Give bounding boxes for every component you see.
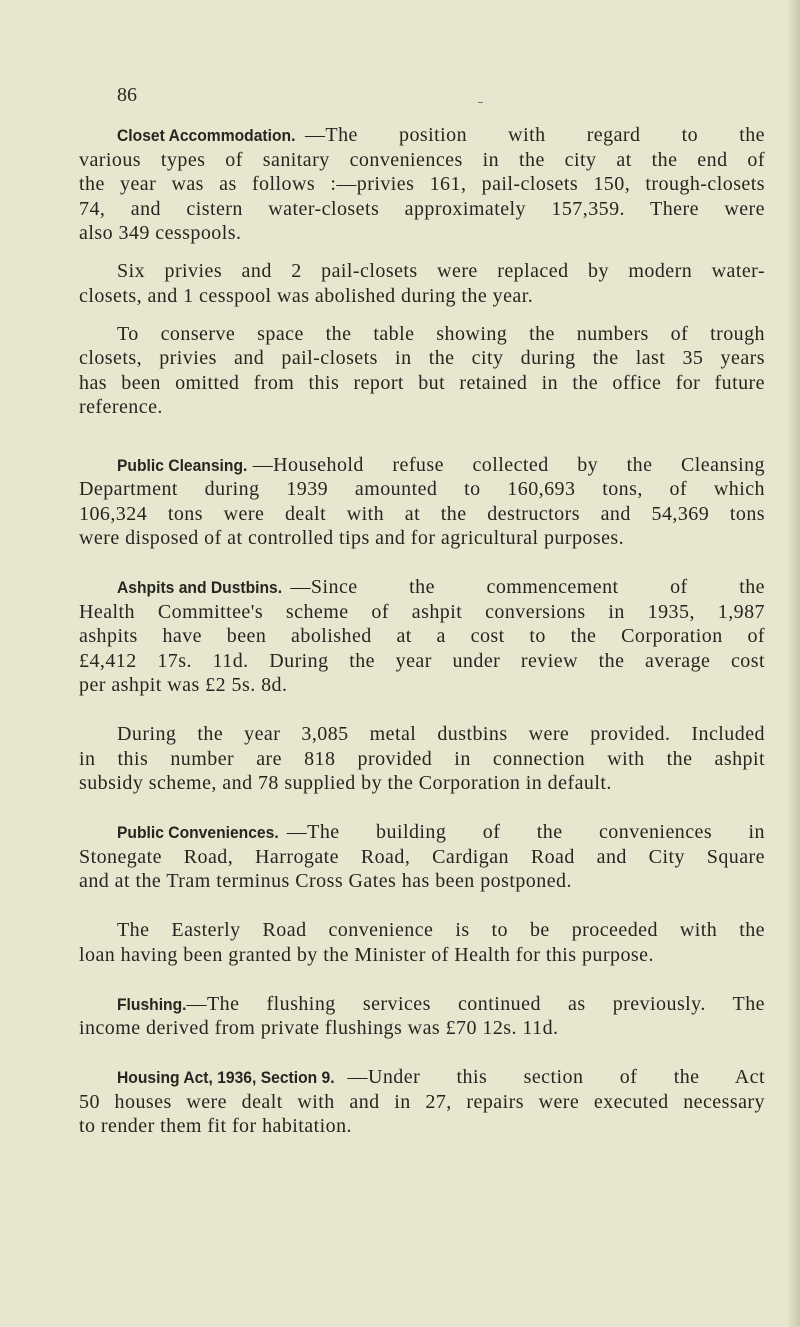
text-line [79, 371, 765, 396]
paragraph [79, 259, 765, 308]
line-text: Stonegate Road, Harrogate Road, Cardigan Road and City Square [79, 845, 765, 868]
section-heading: Closet Accommodation. [117, 126, 296, 145]
line-text: per ashpit was £2 5s. 8d. [79, 674, 288, 696]
text-line [79, 918, 765, 943]
paragraph [79, 918, 765, 967]
text-line [79, 123, 765, 148]
line-text: also 349 cesspools. [79, 222, 242, 244]
line-text: During the year 3,085 metal dustbins were provided. Included [117, 723, 765, 745]
line-text: —The building of the conveniences in [286, 821, 765, 843]
text-line [79, 600, 765, 625]
text-line [79, 1090, 765, 1115]
line-text: loan having been granted by the Minister of Health for this purpose. [79, 943, 654, 966]
line-text: and at the Tram terminus Cross Gates has been postponed. [79, 870, 572, 892]
line-text: 106,324 tons were dealt with at the destructors and 54,369 tons [79, 502, 765, 525]
line-text: Department during 1939 amounted to 160,693 tons, of which [79, 478, 765, 500]
text-line [79, 221, 765, 246]
section-heading: Ashpits and Dustbins. [117, 578, 283, 597]
line-text: reference. [79, 396, 163, 418]
document-body [79, 123, 765, 1139]
text-line [79, 284, 765, 309]
line-text: To conserve space the table showing the numbers of trough [117, 322, 765, 345]
line-text: —The position with regard to the [304, 124, 765, 146]
line-text: 50 houses were dealt with and in 27, repairs were executed necessary [79, 1090, 765, 1113]
line-text: closets, and 1 cesspool was abolished during the year. [79, 284, 534, 307]
text-line [79, 172, 765, 197]
text-line [79, 820, 765, 845]
line-text: Health Committee's scheme of ashpit conversions in 1935, 1,987 [79, 600, 765, 623]
paragraph [79, 722, 765, 796]
line-text: the year was as follows :—privies 161, pail-closets 150, trough-closets [79, 173, 765, 195]
line-text: —Since the commencement of the [290, 576, 765, 598]
paragraph [79, 820, 765, 894]
section-heading: Public Cleansing. [117, 455, 248, 475]
text-line [79, 869, 765, 894]
line-text: —Household refuse collected by the Cleansing [252, 453, 765, 476]
text-line [79, 575, 765, 600]
section-heading: Public Conveniences. [117, 823, 279, 842]
line-text: 74, and cistern water-closets approximately 157,359. There were [79, 197, 765, 220]
text-line [79, 395, 765, 420]
section-heading: Housing Act, 1936, Section 9. [117, 1068, 335, 1087]
text-line [79, 1114, 765, 1139]
paragraph [79, 1065, 765, 1139]
page-number: 86 [117, 84, 137, 106]
text-line [79, 197, 765, 222]
text-line [79, 1016, 765, 1041]
line-text: income derived from private flushings was £70 12s. 11d. [79, 1017, 559, 1039]
text-line [79, 649, 765, 674]
text-line [79, 148, 765, 173]
line-text: were disposed of at controlled tips and for agricultural purposes. [79, 527, 625, 549]
text-line [79, 747, 765, 772]
text-line [79, 624, 765, 649]
text-line [79, 346, 765, 371]
text-line [79, 943, 765, 968]
text-line [79, 673, 765, 698]
paragraph [79, 575, 765, 698]
line-text: in this number are 818 provided in connection with the ashpit [79, 747, 765, 770]
line-text: —Under this section of the Act [347, 1066, 765, 1088]
paragraph [79, 123, 765, 246]
text-line [79, 322, 765, 347]
dash-mark [478, 102, 483, 103]
line-text: ashpits have been abolished at a cost to the Corporation of [79, 625, 765, 647]
line-text: subsidy scheme, and 78 supplied by the Corporation in default. [79, 772, 612, 794]
line-text: Six privies and 2 pail-closets were replaced by modern water- [117, 260, 765, 282]
line-text: The Easterly Road convenience is to be proceeded with the [117, 919, 765, 941]
line-text: has been omitted from this report but retained in the office for future [79, 371, 765, 394]
paragraph [79, 453, 765, 551]
text-line [79, 1065, 765, 1090]
text-line [79, 722, 765, 747]
text-line [79, 992, 765, 1017]
text-line [79, 502, 765, 527]
line-text: £4,412 17s. 11d. During the year under review the average cost [79, 649, 765, 672]
line-text: closets, privies and pail-closets in the city during the last 35 years [79, 347, 765, 369]
text-line [79, 845, 765, 870]
text-line [79, 477, 765, 502]
paragraph [79, 992, 765, 1041]
line-text: —The flushing services continued as previously. The [186, 992, 765, 1015]
text-line [79, 453, 765, 478]
paragraph [79, 322, 765, 420]
line-text: various types of sanitary conveniences in the city at the end of [79, 148, 765, 171]
line-text: to render them fit for habitation. [79, 1115, 352, 1137]
text-line [79, 259, 765, 284]
text-line [79, 526, 765, 551]
section-heading: Flushing. [117, 994, 187, 1014]
page-edge-shadow [786, 0, 800, 1327]
text-line [79, 771, 765, 796]
